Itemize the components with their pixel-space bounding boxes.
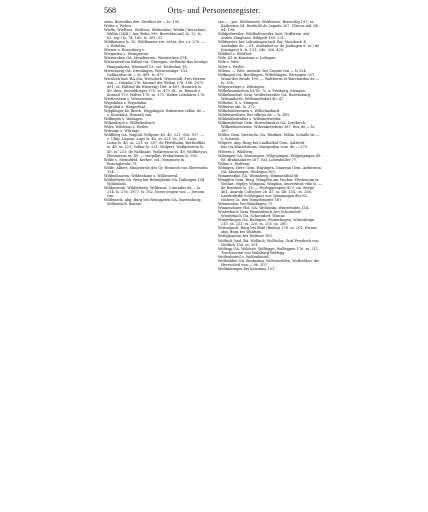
register-entry: Wipplinger Kr. Barch. Wigplingen. Bulentuse cellar. de — s. Konstanz, Domerlj can. <box>104 109 206 118</box>
register-entry: Wile s. Weil. <box>218 60 240 65</box>
register-entry: Wiesenseig OA. Greulingen, Wiesenstaige. 153. Gebhardus de — ls. 499. ls. 477. <box>104 68 189 77</box>
register-entry: Wolfsölden OA. Backnang, Wolvesselden, Wolfselden; die Herrschaft von — 96. 107. <box>218 258 320 267</box>
register-entry: Wigsdahin s. Wigsdahin. <box>104 100 148 105</box>
register-entry: Wider s. Weber. <box>104 24 132 29</box>
register-entry: Wilpere, abg. Burg bei Lindhalhof Gem. Salzfeld-bar.OA.Künzelsheim, Nanspullen com. de — 270. <box>218 141 308 150</box>
register-entry: Wiesenweil im Salbal OA. Ohringen, vielleicht das heutige Hampalacha, Wiesendl 13. ool. Tottiecker 18. <box>104 60 208 69</box>
register-entry: Wilfingen OA. Riedlingen, Wiltelfingen, Wirtingen 321. Wuno der Brüde 190. — Waltherus et Burchardus de — ls. 398. <box>218 72 320 85</box>
register-entry: Wilten s. Walthen. <box>218 161 251 166</box>
right-column <box>218 20 322 508</box>
register-entry: Wileus. — Wile, unstabr. her Cunrat von — ls 524. <box>218 68 307 73</box>
register-entry: Wiegarten s. Weingarten. <box>104 52 150 57</box>
register-entry: Wildenhausen, Wildenhaue s. Wildenweil. <box>104 173 179 178</box>
register-entry: Wildenkleiwaltar s. Wiltskertweiler. <box>218 117 282 122</box>
register-entry: Wollmatingen bei Konstanz 151. <box>218 266 276 271</box>
register-entry: Wietterstein s. Wiesenstein. <box>104 96 154 101</box>
register-entry: Wilholm. S. s. Mangen. <box>218 100 259 105</box>
register-entry: Wiesloch bad. BA.Sür. Wiesslock, Wiessendl. Frei Herren von — Diembo 176. Konrad der Wilton 176. 186. 1671. 491; ss. Hiltrud ihr Eheweig) 186. ir 487. Heinrich ls. 49. dess. Sesseldruger 170. ss. 470. 8L. ss. Reinolt s. Konrad 170. Walter 170. ss. 171. Walter Liltzbärer 170. <box>104 76 206 97</box>
register-entry: Wile, Kl. in Konstanz s. Lofingen. <box>218 56 277 61</box>
register-entry: Wilde s. Steindfeld, Kerher. col.; bezgraste in Rosengletshe 75. <box>104 157 185 166</box>
register-entry: Wildpoltweiler, Wildboltsweiler, kiot. Griffstein. abt. Audes. Ringhuos, Rihtpolt 165. 221. <box>218 32 311 41</box>
register-entry: Wilhelminenstein Kr.Tü. 7s. a. Freiburg. Mengen. <box>218 88 306 93</box>
page-number: 568 <box>104 6 116 15</box>
register-entry: Wildenberg OA. Berg bei Brümgheim OA. Duhingen 154, Wildenhus. <box>104 177 206 186</box>
register-entry: Wilhelmsbrunnen s. Wilhelmsbach. <box>218 109 281 114</box>
page-title: Orts- und Personenregister. <box>167 6 261 15</box>
register-entry: ras — , pro. Wildenssee, Wildensee, Beisecilig 197; ss. Katherina 54. Berthold de Lagnde 267. Ulricus mil. 84. 84. 198. <box>218 20 319 33</box>
register-entry: Wilkensbeilue Gem. Hortseltushut OA. Leutkirch, Wilkeenlarterone, Wilzenkettebrac 387. Bor. de — ls. 387. <box>218 121 316 134</box>
register-columns <box>104 20 322 508</box>
register-entry: Winterlingen OA. Balingen, Winterlingen, Winterlinga 210. ss. 211. ss. 220. ss. 255. ss. 280. <box>218 218 315 227</box>
register-entry: Wiener s. Rosenberg s. <box>104 48 145 53</box>
register-entry: Wilfingen s. Walingen. <box>104 117 144 122</box>
register-entry: Wilsern s. Wilsberg. <box>218 149 254 154</box>
register-entry: Wilringe s. Wilringe. <box>104 129 141 134</box>
register-entry: Wiernecken OA. Mendtsuren, Wiernecken 174. <box>104 56 188 61</box>
register-entry: Winnenden, bei Waiblingen 71. <box>218 202 274 207</box>
register-entry: Wildenstein. Wildenberg, Wildenne. Cunradus de — ls. 214. ls. 276. 1977. ls. 302. lssere reigen von — Jeroom von. <box>104 185 205 199</box>
register-entry: Wigroltal s. Weigerthal. <box>104 104 147 109</box>
register-entry: Wiler s. Weiler. <box>218 64 245 69</box>
register-entry: Willisc Gem. Dietrachs OA. Waldner, Willia. Schulle de — s. Schreib. <box>218 133 320 142</box>
register-entry: Wolfegg OA. Waldsee, Wolfegge, Wolfeggen 176. ss. 211. Truchsessen von Waldburg-Wolfegg. <box>218 246 320 255</box>
register-entry: Wildenweilerer, Bei villicus de — ls. 491. <box>218 113 291 118</box>
register-entry: Wilgerwenge s. Wilringen. <box>218 84 266 89</box>
register-entry: Wimmenthal OA. Weinsberg, Wimmenthal 66. <box>218 173 300 178</box>
register-entry: Wolfach, bad. BA. Wolfach, Wolfacha; Graf Friedrich von Wolfach 154. ss. 201. <box>218 238 319 247</box>
register-entry: Wilberns abt. ls. 272. <box>218 104 256 109</box>
register-entry: stein. Bertoldus des. Swelher de — ls. 190. <box>104 20 181 24</box>
register-entry: Wildhausen ls. 10. Wildhauser res. et his. fra. s.r. 279. — s. Rotelda. <box>104 40 205 49</box>
register-entry: Wiler, Wilstrion s. Weiler. <box>104 125 149 130</box>
register-entry: Wilhelmsdorf. Gem. Wolfertsweiler OA. Ravensburg, Wilsandorth, Wilhsmethdorf 40. 47. <box>218 92 312 101</box>
register-entry: Wittenbach, Burg bei Bühl (Baden) 178. ss. 201. Ferner abg. Burg bei Waldsee. <box>218 226 317 235</box>
register-entry: Wildeneck, abg. Burg bei Weingarten OA. Ravensburg, Wildeneich. Burnre <box>104 198 202 207</box>
left-column <box>104 20 208 508</box>
register-entry: Wielle, Wielleus, Weilleus, Weilienhus, Weilin (-berschen), Wellin (LKB.). her Welin 399. Bertoldus mil. ls. 12. ls. 62. (ep.) ls. 74. 160. ls. 387; 31. <box>104 28 207 41</box>
register-entry: Wildberg OA. Nagold. Wiltpurc 40. 49. 221. 926. 937. — s. Ulfip. Lupion, Lupe ls. 40. ss. 221. ss. 557. Luas. Lutze ls. 48. ss. 221. ss. 557. de Pferdhalm, Berthofflus ls. 48. ss. 221; Volker ls. 221; Wolpert, Wolfgerstein ls. 49. ss. 221; de Wolknant, Wolkersuus ss. 49. Wolfhotyus, Hornaunus ss. 49. — vierpilkh. Probationes ls. 592. <box>104 133 208 158</box>
register-entry: Wildeneier, bei Lohnrängen bad. BA. Moosbach 4. Anshalms de — 61. Ansbalrat ss. de Jastingen 8. ss.) de Jestingen) 8. ls. 131. 240. 326. 420. <box>218 40 320 53</box>
register-entry: Wolfenbuttel s. Wolfenbüttel. <box>218 254 270 259</box>
register-entry: Wilde, Albert, Ministerele des Gr. Heinrich von Sberestein 154. <box>104 165 208 174</box>
register-entry: Wilsingen OA. Munsingen, Wilgegingen, Wilgergingen 49. 88. Brahmalurve 187. Gol. Lobenbuller 77. <box>218 153 322 162</box>
register-entry: Winterbach Gem. Beutelsbach, bei Schorndorf. Winterbach OA. Schorndorf. Wintar. <box>218 210 302 219</box>
register-entry: Wilkenbach s. Wilhelmsbach. <box>104 121 156 126</box>
register-entry: Wittighausen bei Waldsee 163. <box>218 234 273 239</box>
register-entry: Winnendoner Hof, OA. Welsheim, Winterhofen 154. <box>218 206 310 211</box>
register-entry: Wildhof s. Weldhof. <box>218 52 253 57</box>
register-entry: Wimpfen Gem. Berg, Wimpfen am Neckar, Fleekenum in Neckar, Nipfer, Wimpina, Winphin, universitas ville ls. — de Raubrite ls. 15. — Herlipgoszptal 42 f. ciu. Bergo 461. Anwolp Coltscher 28. 47. ss. 48. 154.; ss. 256. Landesbrike Schlusguer von Gemmingen der 62. rüchter 2s. den Wimpfenseite 187. <box>218 177 322 203</box>
register-entry: Wilingen, Herr. Gem. Hayingen, Daneran Gem. Airbertem OA. Munsingen. Wirlegen 303. <box>218 165 321 174</box>
